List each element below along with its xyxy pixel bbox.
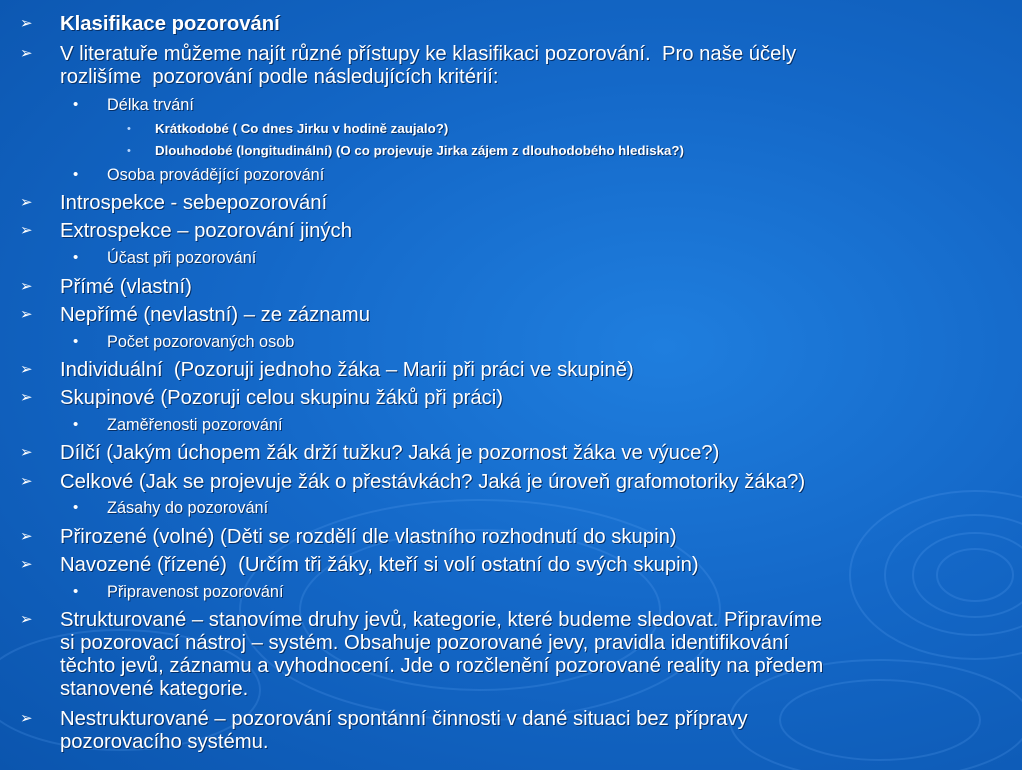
item-text: Skupinové (Pozoruji celou skupinu žáků při práci): [60, 387, 504, 409]
arrow-bullet-icon: ➢: [20, 278, 33, 295]
item-text: Dílčí (Jakým úchopem žák drží tužku? Jaká je pozornost žáka ve výuce?): [60, 442, 720, 464]
dot-bullet-icon: •: [127, 123, 131, 135]
arrow-bullet-icon: ➢: [20, 361, 33, 378]
item-text: Celkové (Jak se projevuje žák o přestávkách? Jaká je úroveň grafomotoriky žáka?): [60, 471, 806, 493]
item-text: Zásahy do pozorování: [107, 499, 269, 517]
item-text: těchto jevů, záznamu a vyhodnocení. Jde o rozčlenění pozorované reality na předem: [60, 655, 824, 677]
item-text: Délka trvání: [107, 96, 194, 114]
arrow-bullet-icon: ➢: [20, 222, 33, 239]
arrow-bullet-icon: ➢: [20, 306, 33, 323]
item-text: pozorovacího systému.: [60, 731, 269, 753]
dot-bullet-icon: •: [73, 499, 79, 516]
item-text: Dlouhodobé (longitudinální) (O co projevuje Jirka zájem z dlouhodobého hlediska?): [155, 143, 684, 158]
item-text: Přímé (vlastní): [60, 276, 192, 298]
dot-bullet-icon: •: [73, 583, 79, 600]
item-text: Navozené (řízené) (Určím tři žáky, kteří si volí ostatní do svých skupin): [60, 554, 699, 576]
item-text: V literatuře můžeme najít různé přístupy ke klasifikaci pozorování. Pro naše účely: [60, 43, 797, 65]
arrow-bullet-icon: ➢: [20, 194, 33, 211]
item-text: si pozorovací nástroj – systém. Obsahuje pozorované jevy, pravidla identifikování: [60, 632, 789, 654]
item-text: Krátkodobé ( Co dnes Jirku v hodině zaujalo?): [155, 121, 449, 136]
item-text: Individuální (Pozoruji jednoho žáka – Marii při práci ve skupině): [60, 359, 634, 381]
dot-bullet-icon: •: [73, 333, 79, 350]
arrow-bullet-icon: ➢: [20, 15, 33, 32]
dot-bullet-icon: •: [73, 166, 79, 183]
arrow-bullet-icon: ➢: [20, 611, 33, 628]
arrow-bullet-icon: ➢: [20, 556, 33, 573]
item-text: Přirozené (volné) (Děti se rozdělí dle vlastního rozhodnutí do skupin): [60, 526, 677, 548]
item-text: rozlišíme pozorování podle následujících kritérií:: [60, 66, 499, 88]
item-text: Osoba provádějící pozorování: [107, 166, 325, 184]
arrow-bullet-icon: ➢: [20, 710, 33, 727]
dot-bullet-icon: •: [73, 249, 79, 266]
item-text: Zaměřenosti pozorování: [107, 416, 283, 434]
item-text: Počet pozorovaných osob: [107, 333, 295, 351]
item-text: Nestrukturované – pozorování spontánní činnosti v dané situaci bez přípravy: [60, 708, 748, 730]
item-text: Strukturované – stanovíme druhy jevů, kategorie, které budeme sledovat. Připravíme: [60, 609, 823, 631]
arrow-bullet-icon: ➢: [20, 528, 33, 545]
item-text: Připravenost pozorování: [107, 583, 284, 601]
arrow-bullet-icon: ➢: [20, 473, 33, 490]
item-text: Nepřímé (nevlastní) – ze záznamu: [60, 304, 370, 326]
item-text: stanovené kategorie.: [60, 678, 249, 700]
dot-bullet-icon: •: [73, 96, 79, 113]
arrow-bullet-icon: ➢: [20, 45, 33, 62]
item-text: Extrospekce – pozorování jiných: [60, 220, 352, 242]
arrow-bullet-icon: ➢: [20, 444, 33, 461]
arrow-bullet-icon: ➢: [20, 389, 33, 406]
dot-bullet-icon: •: [127, 145, 131, 157]
dot-bullet-icon: •: [73, 416, 79, 433]
slide-heading: Klasifikace pozorování: [60, 13, 280, 35]
item-text: Účast při pozorování: [107, 249, 257, 267]
item-text: Introspekce - sebepozorování: [60, 192, 328, 214]
